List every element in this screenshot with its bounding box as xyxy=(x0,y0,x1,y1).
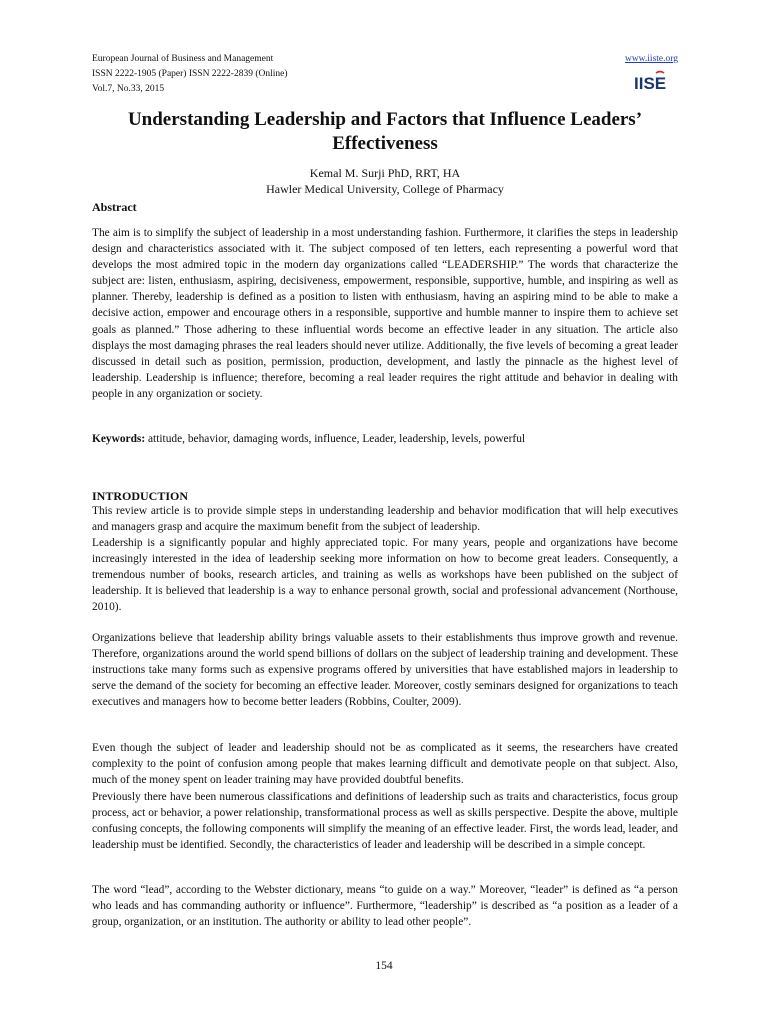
author-affiliation: Hawler Medical University, College of Pharmacy xyxy=(266,182,504,196)
journal-info xyxy=(92,52,678,97)
svg-text:IISE: IISE xyxy=(634,74,667,92)
journal-header xyxy=(92,52,678,98)
keywords-text: attitude, behavior, damaging words, influence, Leader, leadership, levels, powerful xyxy=(145,433,526,445)
journal-name: European Journal of Business and Management xyxy=(92,54,274,64)
intro-paragraph-5: Previously there have been numerous classifications and definitions of leadership such as traits and characteristics, focus group process, act or behavior, a power relationship, transformational process as well as skills perspective. Despite the above, multiple confusing concepts, the following components will simplify the meaning of an effective leader. First, the words lead, leader, and leadership must be identified. Secondly, the characteristics of leader and leadership will be described in a simple concept. xyxy=(92,791,678,852)
author-name: Kemal M. Surji PhD, RRT, HA xyxy=(309,166,461,180)
keywords-label: Keywords: xyxy=(92,433,146,445)
author-block xyxy=(92,165,678,197)
page-number: 154 xyxy=(375,960,393,972)
introduction-heading: INTRODUCTION xyxy=(92,489,189,503)
journal-volume: Vol.7, No.33, 2015 xyxy=(92,84,165,94)
journal-website-link[interactable]: www.iiste.org xyxy=(624,54,678,64)
paper-title: Understanding Leadership and Factors that Influence Leaders’ Effectiveness xyxy=(127,109,643,154)
keywords-line xyxy=(92,431,678,447)
intro-paragraph-1: This review article is to provide simple steps in understanding leadership and behavior modification that will help executives and managers grasp and acquire the maximum benefit from the subject of leadership. xyxy=(92,505,678,534)
intro-paragraph-6: The word “lead”, according to the Webster dictionary, means “to guide on a way.” Moreover, “leader” is defined as “a person who leads and has commanding authority or influence”. Furthermore, “leadership” is described as “a position as a leader of a group, organization, or an institution. The authority or ability to lead other people”. xyxy=(92,884,678,929)
intro-paragraph-2: Leadership is a significantly popular and highly appreciated topic. For many years, people and organizations have become increasingly interested in the idea of leadership seeking more information on how to become great leaders. Consequently, a tremendous number of books, research articles, and training as wells as workshops have been published on the subject of leadership. It is believed that leadership is a way to enhance personal growth, social and professional advancement (Northouse, 2010). xyxy=(92,537,678,614)
abstract-text: The aim is to simplify the subject of leadership in a most understanding fashion. Furthermore, it clarifies the steps in leadership design and characteristics associated with it. The subject composed of ten letters, each representing a powerful word that develops the most admired topic in the modern day organizations called “LEADERSHIP.” The words that characterize the subject are: listen, enthusiasm, aspiring, decisiveness, empowerment, responsible, supportive, humble, and inspiring as well as planner. Thereby, leadership is defined as a position to listen with enthusiasm, having an aspiring mind to be able to make a decisive action, empower and encourage others in a responsible, supportive and humble manner to inspire them to achieve set goals as planned.” Those adhering to these influential words become an effective leader in any situation. The article also displays the most damaging phrases the real leaders should never utilize. Additionally, the five levels of becoming a great leader discussed in detail such as position, permission, production, development, and lastly the pinnacle as the highest level of leadership. Leadership is influence; therefore, becoming a real leader requires the right attitude and behavior in dealing with people in any organization or society. xyxy=(92,227,678,400)
abstract-heading: Abstract xyxy=(92,200,137,214)
intro-paragraph-3: Organizations believe that leadership ability brings valuable assets to their establishments thus improve growth and revenue. Therefore, organizations around the world spend billions of dollars on the subject of leadership training and development. These instructions take many forms such as expensive programs offered by universities that have established majors in leadership to serve the demand of the society for becoming an effective leader. Moreover, costly seminars designed for organizations to teach executives and managers how to become better leaders (Robbins, Coulter, 2009). xyxy=(92,632,678,709)
journal-issn: ISSN 2222-1905 (Paper) ISSN 2222-2839 (Online) xyxy=(92,69,288,79)
iiste-logo xyxy=(632,70,678,92)
intro-paragraph-4: Even though the subject of leader and leadership should not be as complicated as it seems, the researchers have created complexity to the point of confusion among people that makes learning difficult and demotivate people on that subject. Also, much of the money spent on leader training may have provided doubtful benefits. xyxy=(92,742,678,787)
